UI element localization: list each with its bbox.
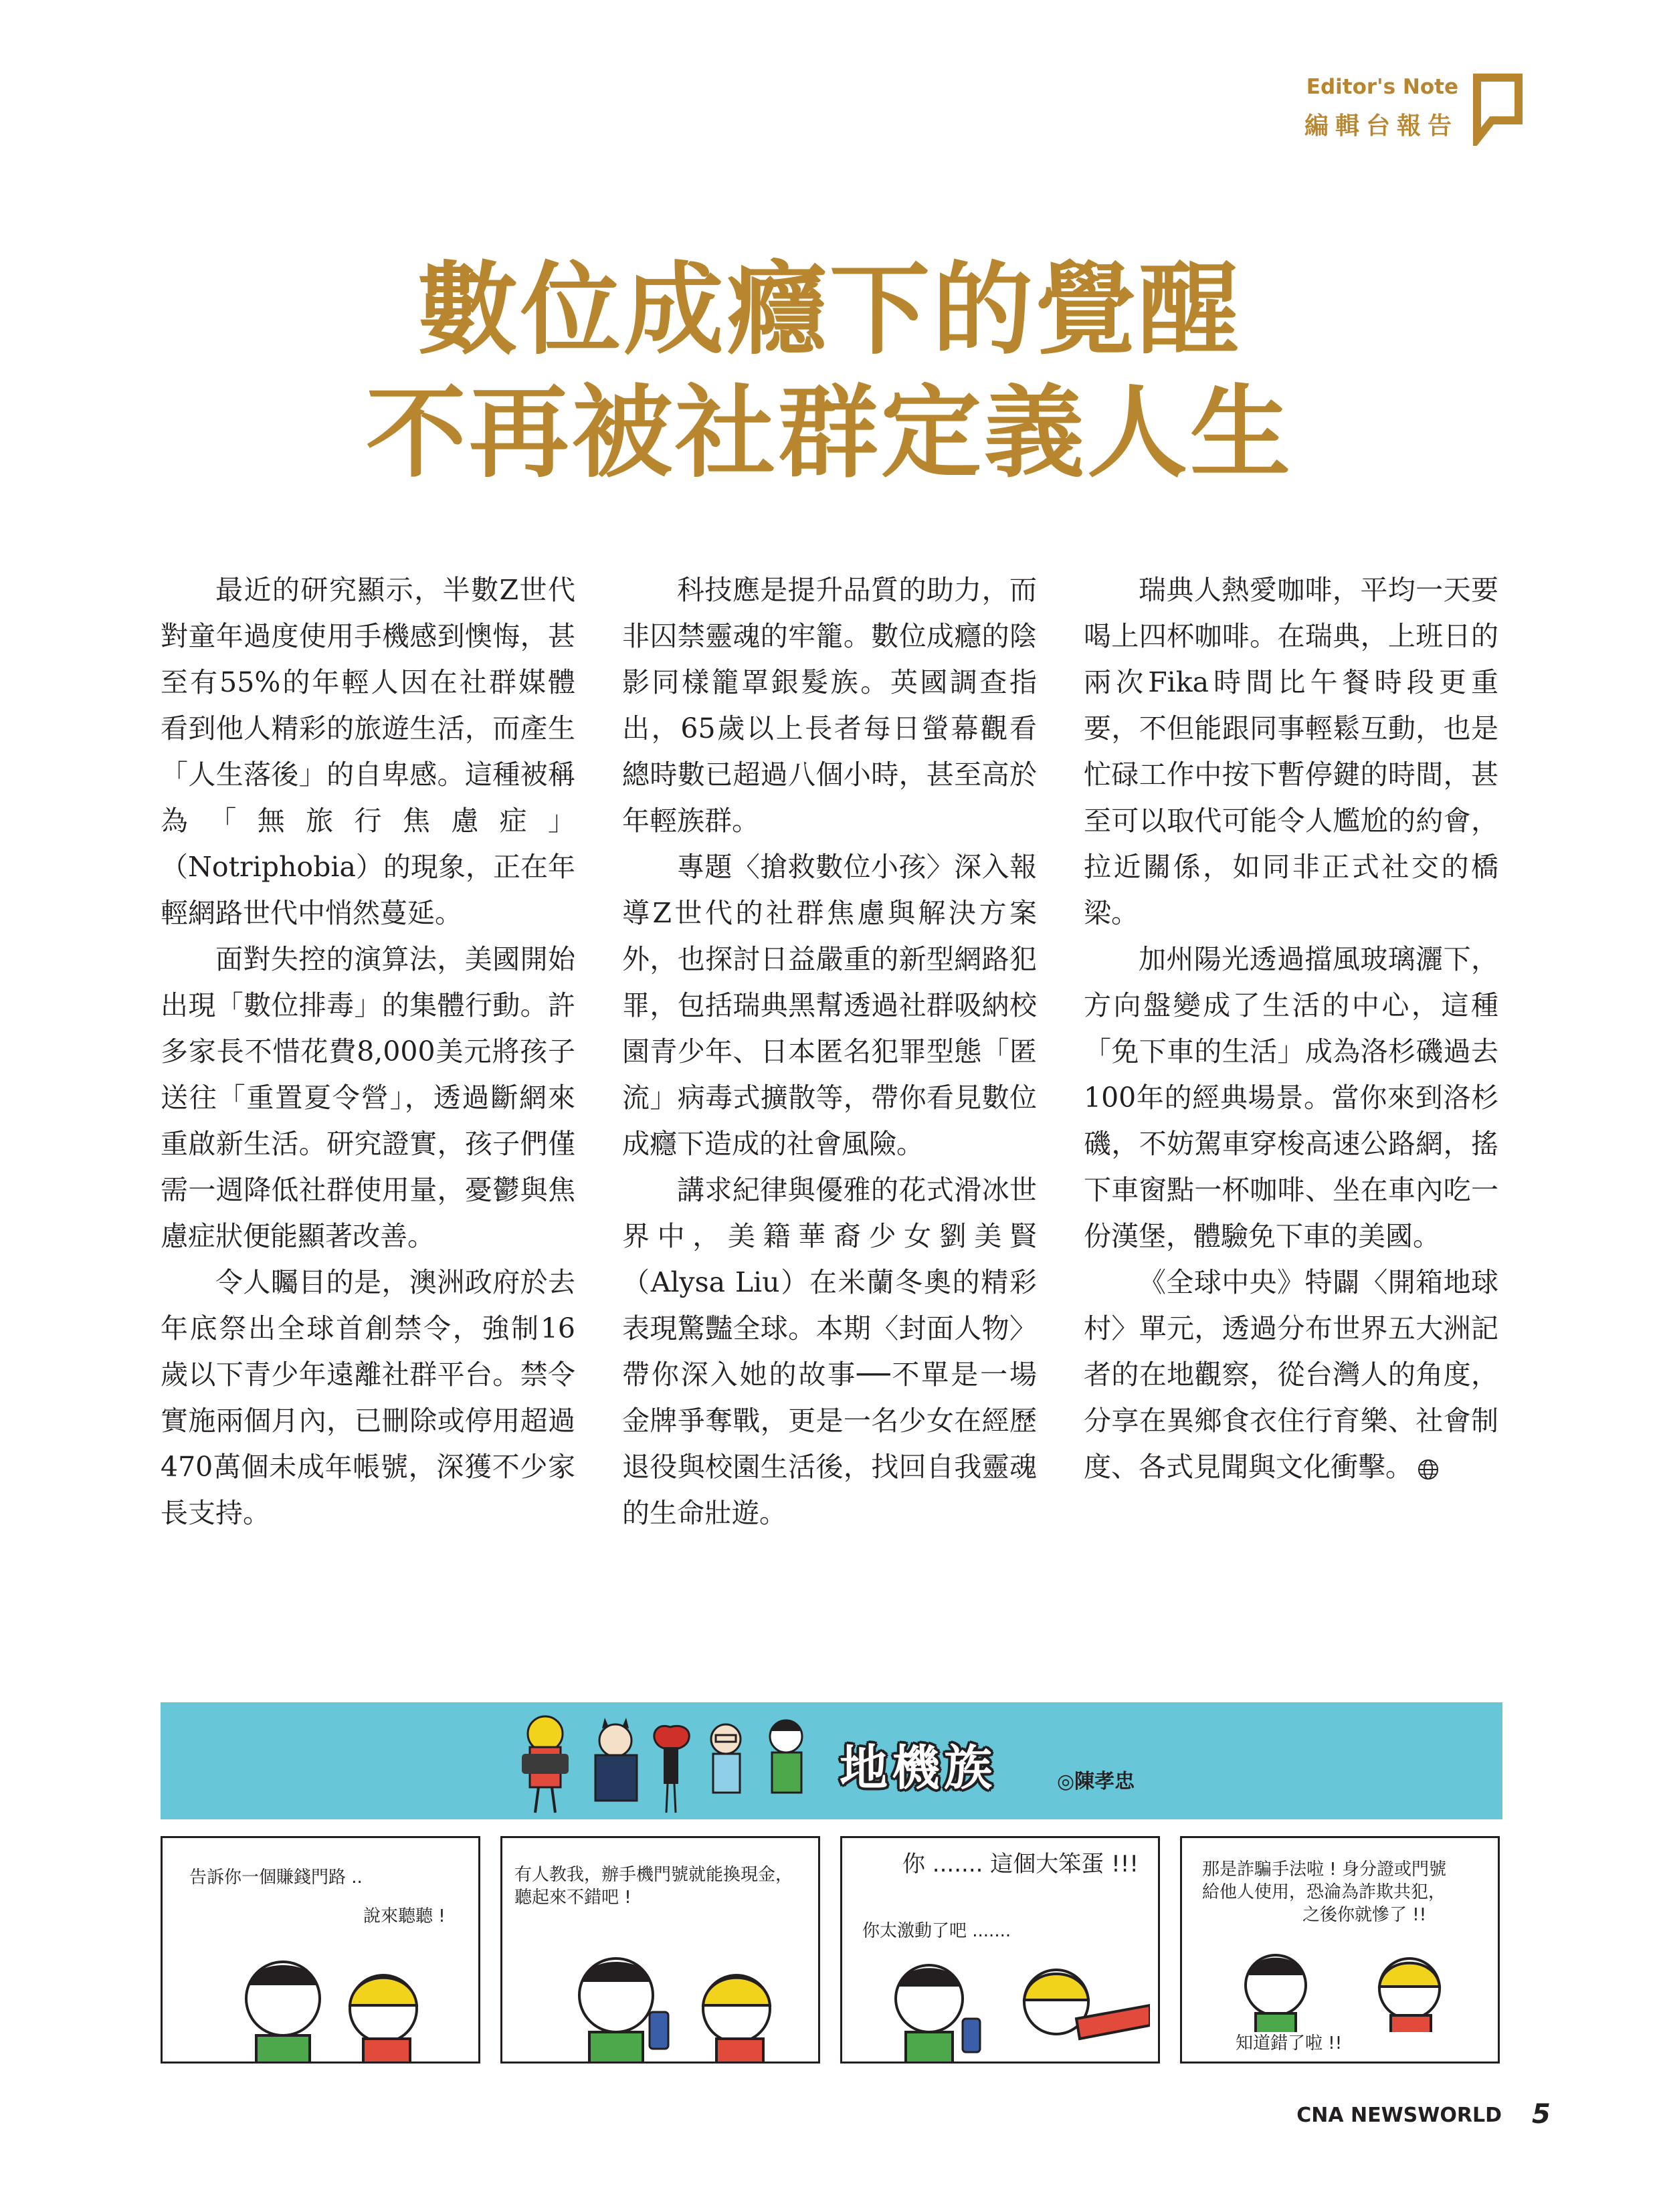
publication-name: CNA NEWSWORLD [1296, 2104, 1502, 2127]
comic-banner [161, 1702, 1502, 1819]
section-label-zh: 編輯台報告 [1304, 112, 1458, 140]
comic-characters [536, 1938, 803, 2064]
paragraph: 講求紀律與優雅的花式滑冰世界中，美籍華裔少女劉美賢（Alysa Liu）在米蘭冬奧的精彩表現驚豔全球。本期〈封面人物〉帶你深入她的故事──不單是一場金牌爭奪戰，更是一名少女在經歷退役與校園生活後，找回自我靈魂的生命壯遊。 [622, 1174, 1037, 1529]
text-column-3 [1084, 567, 1498, 1490]
speech-text: 你 ....... 這個大笨蛋 !!! [902, 1851, 1139, 1878]
paragraph: 瑞典人熱愛咖啡，平均一天要喝上四杯咖啡。在瑞典，上班日的兩次Fika時間比午餐時段更重要，不但能跟同事輕鬆互動，也是忙碌工作中按下暫停鍵的時間，甚至可以取代可能令人尷尬的約會，拉近關係，如同非正式社交的橋梁。 [1084, 574, 1498, 929]
speech-text: 你太激動了吧 ....... [862, 1921, 1011, 1941]
paragraph-text: 《全球中央》特闢〈開箱地球村〉單元，透過分布世界五大洲記者的在地觀察，從台灣人的角度，分享在異鄉食衣住行育樂、社會制度、各式見聞與文化衝擊。 [1084, 1266, 1498, 1483]
page-number: 5 [1532, 2099, 1551, 2130]
comic-characters-illustration [515, 1707, 823, 1817]
article-title-line-1: 數位成癮下的覺醒 [417, 251, 1242, 369]
comic-characters [1215, 1938, 1483, 2032]
comic-panel-4 [1180, 1836, 1500, 2064]
section-label-en: Editor's Note [1306, 75, 1458, 99]
speech-text: 聽起來不錯吧 ! [514, 1888, 631, 1908]
text-column-2 [622, 567, 1037, 1536]
comic-panel-1 [161, 1836, 480, 2064]
paragraph: 加州陽光透過擋風玻璃灑下，方向盤變成了生活的中心，這種「免下車的生活」成為洛杉磯過去100年的經典場景。當你來到洛杉磯，不妨駕車穿梭高速公路網，搖下車窗點一杯咖啡、坐在車內吃一份漢堡，體驗免下車的美國。 [1084, 943, 1498, 1252]
paragraph: 科技應是提升品質的助力，而非囚禁靈魂的牢籠。數位成癮的陰影同樣籠罩銀髮族。英國調查指出，65歲以上長者每日螢幕觀看總時數已超過八個小時，甚至高於年輕族群。 [622, 574, 1037, 837]
paragraph: 面對失控的演算法，美國開始出現「數位排毒」的集體行動。許多家長不惜花費8,000美元將孩子送往「重置夏令營」，透過斷網來重啟新生活。研究證實，孩子們僅需一週降低社群使用量，憂鬱與焦慮症狀便能顯著改善。 [161, 943, 575, 1252]
comic-panel-2 [500, 1836, 820, 2064]
comic-author: ◎陳孝忠 [1057, 1770, 1135, 1793]
speech-text: 那是詐騙手法啦 ! 身分證或門號 [1202, 1859, 1446, 1880]
comic-title: 地機族 [840, 1740, 997, 1796]
speech-text: 告訴你一個賺錢門路 .. [189, 1868, 363, 1888]
speech-text: 有人教我，辦手機門號就能換現金， [514, 1865, 793, 1885]
speech-text: 說來聽聽 ! [363, 1906, 446, 1926]
speech-text: 知道錯了啦 !! [1236, 2033, 1343, 2053]
comic-characters [856, 1945, 1150, 2064]
article-title-line-2: 不再被社群定義人生 [365, 374, 1293, 492]
speech-text: 之後你就慘了 !! [1302, 1905, 1427, 1925]
paragraph: 令人矚目的是，澳洲政府於去年底祭出全球首創禁令，強制16歲以下青少年遠離社群平台。禁令實施兩個月內，已刪除或停用超過470萬個未成年帳號，深獲不少家長支持。 [161, 1266, 575, 1529]
speech-bubble-icon [1472, 72, 1524, 146]
paragraph: 最近的研究顯示，半數Z世代對童年過度使用手機感到懊悔，甚至有55%的年輕人因在社群媒體看到他人精彩的旅遊生活，而產生「人生落後」的自卑感。這種被稱為「無旅行焦慮症」（Notriphobia）的現象，正在年輕網路世代中悄然蔓延。 [161, 574, 575, 929]
comic-characters [203, 1938, 457, 2064]
paragraph: 專題〈搶救數位小孩〉深入報導Z世代的社群焦慮與解決方案外，也探討日益嚴重的新型網路犯罪，包括瑞典黑幫透過社群吸納校園青少年、日本匿名犯罪型態「匿流」病毒式擴散等，帶你看見數位成癮下造成的社會風險。 [622, 851, 1037, 1160]
comic-panel-3 [840, 1836, 1160, 2064]
text-column-1 [161, 567, 575, 1536]
globe-icon [1417, 1458, 1440, 1481]
speech-text: 給他人使用，恐淪為詐欺共犯， [1202, 1882, 1446, 1902]
paragraph [1084, 1260, 1498, 1490]
